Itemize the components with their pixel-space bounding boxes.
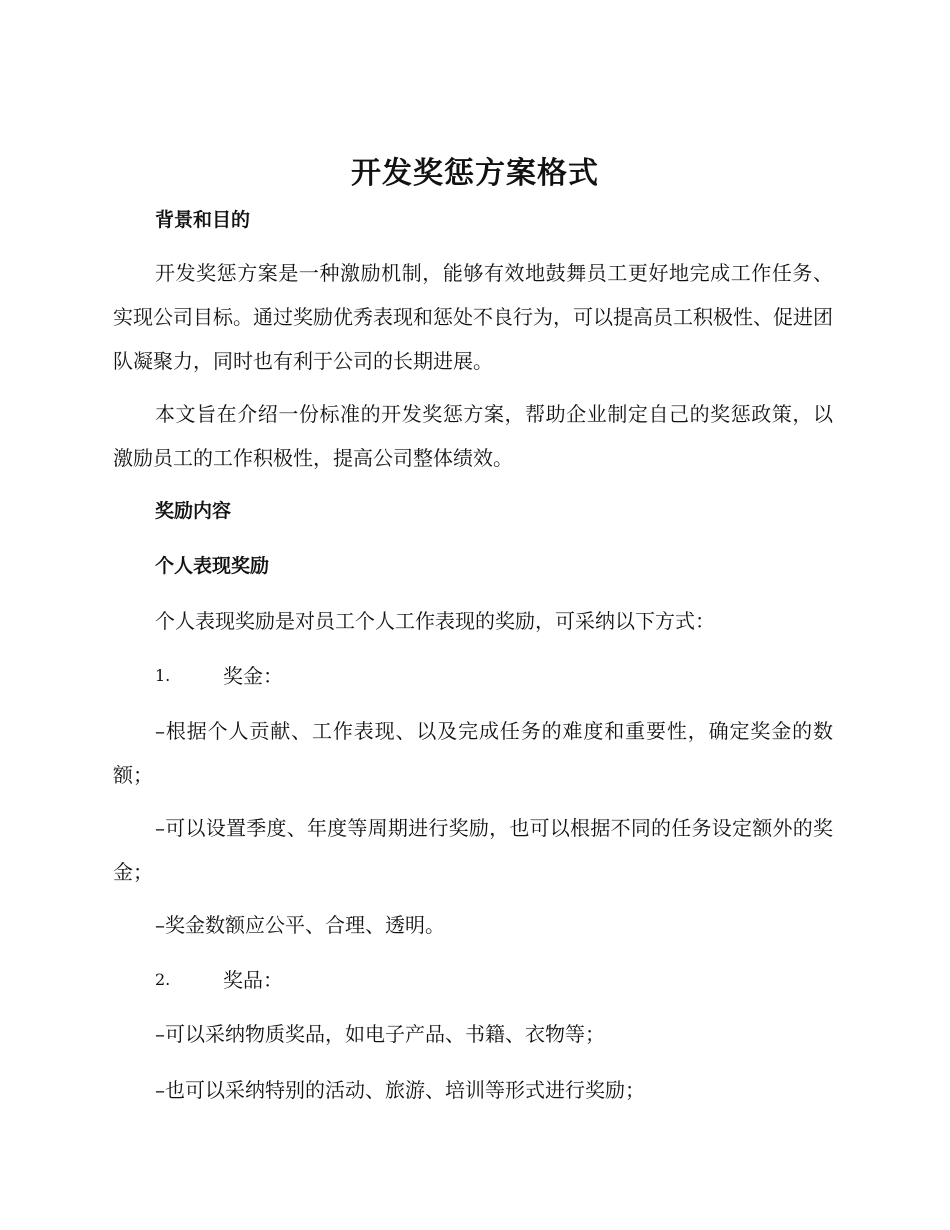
bullet-prize-1: –可以采纳物质奖品，如电子产品、书籍、衣物等； bbox=[155, 1022, 605, 1046]
bullet-bonus-1: –根据个人贡献、工作表现、以及完成任务的难度和重要性，确定奖金的数额； bbox=[113, 719, 833, 787]
paragraph-personal-intro: 个人表现奖励是对员工个人工作表现的奖励，可采纳以下方式： bbox=[155, 609, 715, 633]
section-heading-background: 背景和目的 bbox=[155, 209, 251, 231]
document-title: 开发奖惩方案格式 bbox=[351, 156, 599, 191]
paragraph-background-1: 开发奖惩方案是一种激励机制，能够有效地鼓舞员工更好地完成工作任务、实现公司目标。通过奖励优秀表现和惩处不良行为，可以提高员工积极性、促进团队凝聚力，同时也有利于公司的长期进展。 bbox=[113, 261, 833, 373]
list-number-1: 1. bbox=[155, 666, 171, 685]
bullet-bonus-3: –奖金数额应公平、合理、透明。 bbox=[155, 913, 445, 937]
list-number-2: 2. bbox=[155, 970, 171, 989]
section-heading-reward: 奖励内容 bbox=[155, 500, 232, 522]
list-label-bonus: 奖金： bbox=[223, 664, 283, 688]
paragraph-background-2: 本文旨在介绍一份标准的开发奖惩方案，帮助企业制定自己的奖惩政策，以激励员工的工作积极性，提高公司整体绩效。 bbox=[113, 402, 833, 470]
section-heading-personal: 个人表现奖励 bbox=[155, 555, 270, 577]
bullet-prize-2: –也可以采纳特别的活动、旅游、培训等形式进行奖励； bbox=[155, 1078, 645, 1102]
list-label-prize: 奖品： bbox=[223, 968, 283, 992]
bullet-bonus-2: –可以设置季度、年度等周期进行奖励，也可以根据不同的任务设定额外的奖金； bbox=[113, 816, 833, 884]
